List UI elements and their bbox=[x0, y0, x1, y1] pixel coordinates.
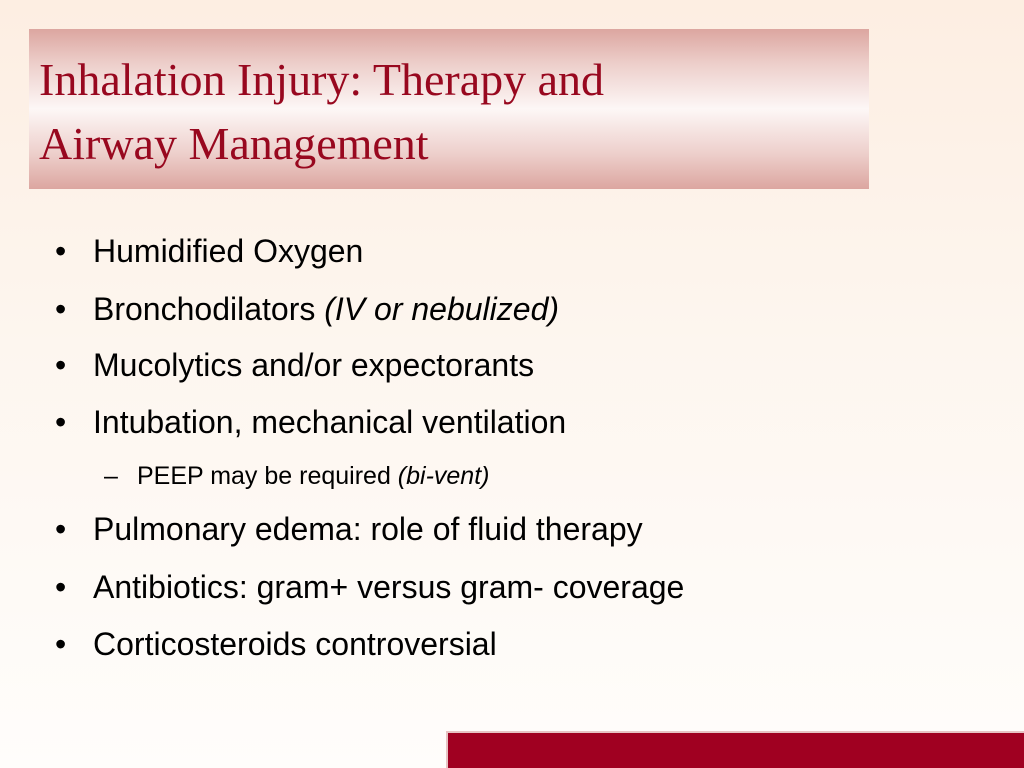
title-line-2: Airway Management bbox=[39, 118, 429, 169]
bullet-text: Bronchodilators bbox=[93, 291, 325, 327]
bullet-emphasis: (IV or nebulized) bbox=[324, 291, 560, 327]
bullet-marker: • bbox=[55, 291, 67, 327]
bullet-text: Humidified Oxygen bbox=[93, 233, 364, 269]
bullet-text: PEEP may be required bbox=[137, 462, 398, 490]
sub-bullet-marker: – bbox=[104, 462, 118, 490]
bullet-text: Mucolytics and/or expectorants bbox=[93, 347, 535, 383]
bullet-text: Corticosteroids controversial bbox=[93, 626, 497, 662]
bullet-marker: • bbox=[55, 569, 67, 605]
bullet-text: Antibiotics: gram+ versus gram- coverage bbox=[93, 569, 685, 605]
bullet-marker: • bbox=[55, 511, 67, 547]
bullet-marker: • bbox=[55, 233, 67, 269]
bullet-text: Pulmonary edema: role of fluid therapy bbox=[93, 511, 643, 547]
bullet-text: Intubation, mechanical ventilation bbox=[93, 404, 567, 440]
bullet-marker: • bbox=[55, 347, 67, 383]
bullet-marker: • bbox=[55, 404, 67, 440]
title-line-1: Inhalation Injury: Therapy and bbox=[39, 54, 605, 105]
bullet-emphasis: (bi-vent) bbox=[397, 462, 490, 490]
bullet-marker: • bbox=[55, 626, 67, 662]
slide-title bbox=[39, 48, 859, 176]
footer-accent-bar bbox=[446, 731, 1024, 768]
